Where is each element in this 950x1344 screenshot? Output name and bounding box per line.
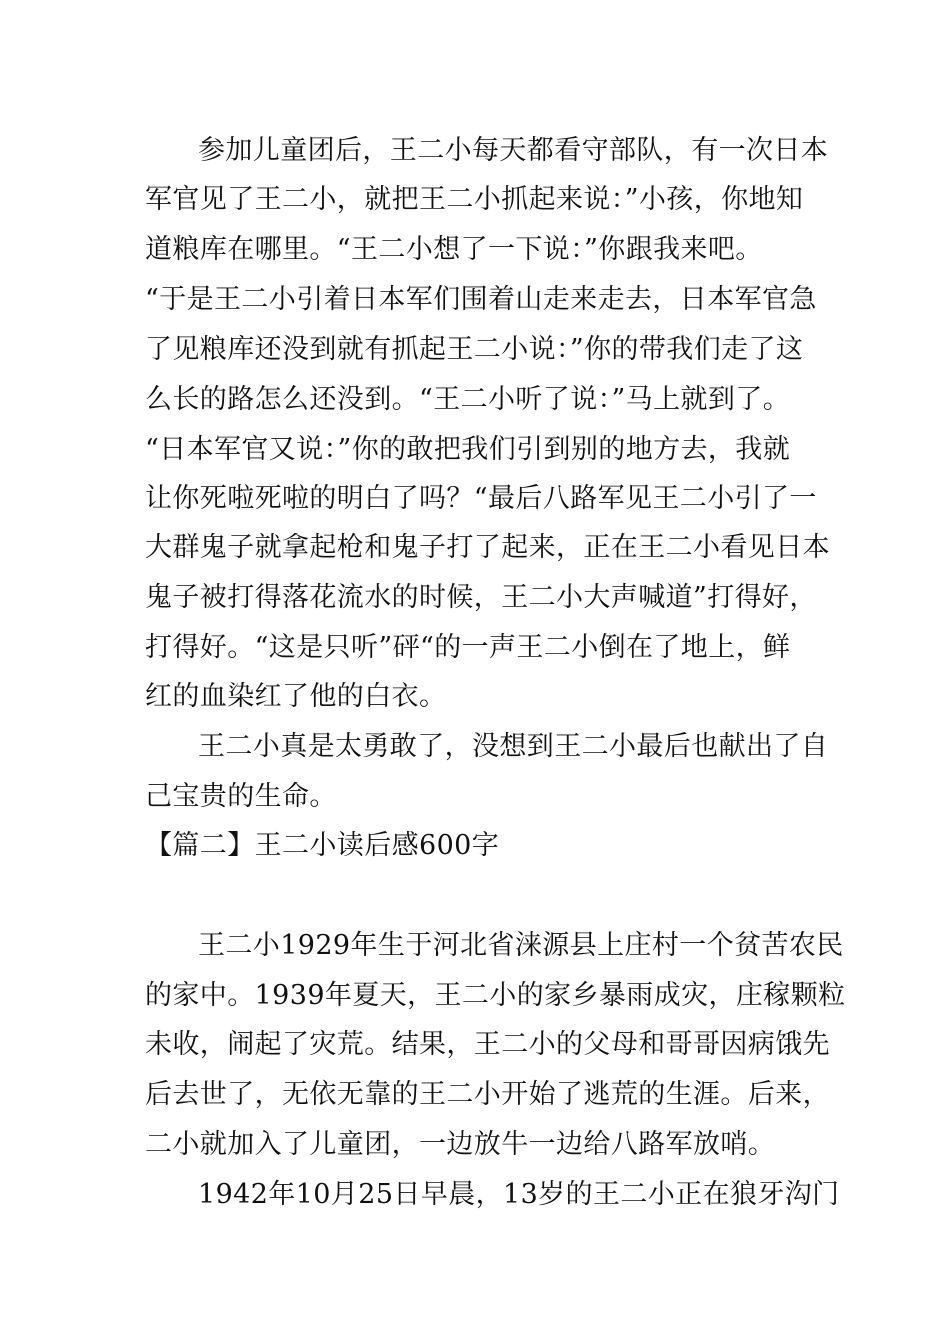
paragraph-line: 1942年10月25日早晨，13岁的王二小正在狼牙沟门 — [198, 1179, 840, 1210]
paragraph-line: 么长的路怎么还没到。“王二小听了说：”马上就到了。 — [145, 384, 791, 415]
paragraph-line: 红的血染红了他的白衣。 — [145, 681, 447, 712]
paragraph-line: 了见粮库还没到就有抓起王二小说：”你的带我们走了这 — [145, 334, 804, 365]
paragraph-line: 让你死啦死啦的明白了吗？“最后八路军见王二小引了一 — [145, 483, 817, 514]
paragraph-line: 参加儿童团后，王二小每天都看守部队，有一次日本 — [198, 135, 829, 166]
paragraph-line: 未收，闹起了灾荒。结果，王二小的父母和哥哥因病饿先 — [145, 1029, 830, 1060]
paragraph-line: 己宝贵的生命。 — [145, 781, 337, 812]
paragraph-line: 的家中。1939年夏天，王二小的家乡暴雨成灾，庄稼颗粒 — [145, 980, 846, 1011]
paragraph-line: “于是王二小引着日本军们围着山走来走去，日本军官急 — [145, 284, 817, 315]
section-heading: 【篇二】王二小读后感600字 — [145, 830, 500, 861]
paragraph-line: 王二小真是太勇敢了，没想到王二小最后也献出了自 — [198, 731, 829, 762]
paragraph-line: “日本军官又说：”你的敢把我们引到别的地方去，我就 — [145, 434, 791, 465]
paragraph-line: 王二小1929年生于河北省涞源县上庄村一个贫苦农民 — [198, 930, 844, 961]
paragraph-line: 鬼子被打得落花流水的时候，王二小大声喊道”打得好， — [145, 582, 817, 613]
paragraph-line: 后去世了，无依无靠的王二小开始了逃荒的生涯。后来， — [145, 1079, 830, 1110]
paragraph-line: 大群鬼子就拿起枪和鬼子打了起来，正在王二小看见日本 — [145, 532, 830, 563]
paragraph-line: 打得好。“这是只听”砰“的一声王二小倒在了地上，鲜 — [145, 632, 791, 663]
paragraph-line: 军官见了王二小，就把王二小抓起来说：”小孩，你地知 — [145, 184, 804, 215]
paragraph-line: 道粮库在哪里。“王二小想了一下说：”你跟我来吧。 — [145, 234, 763, 265]
paragraph-line: 二小就加入了儿童团，一边放牛一边给八路军放哨。 — [145, 1129, 776, 1160]
